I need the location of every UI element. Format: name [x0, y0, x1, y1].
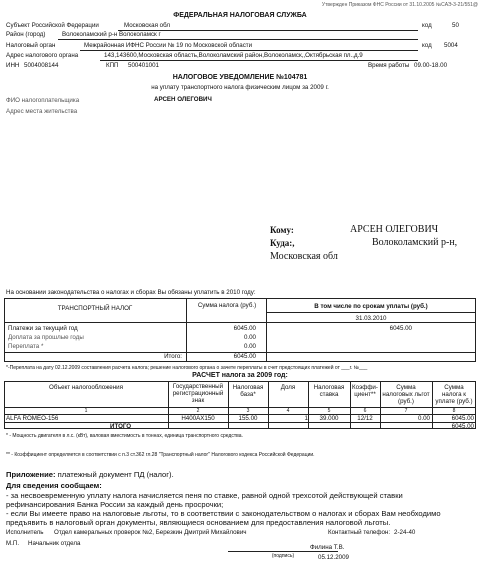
col-num: 1: [84, 408, 88, 414]
approval-note: Утвержден Приказом ФНС России от 31.10.2005 №САЭ-3-21/551@: [321, 2, 478, 8]
kpp-label: КПП: [106, 62, 119, 69]
underline: [80, 50, 418, 51]
inn-value: 5004008144: [24, 62, 59, 69]
notice-subtitle: на уплату транспортного налога физическим лицом за 2009 г.: [151, 84, 329, 91]
subject-label: Субъект Российской Федерации: [6, 22, 99, 29]
basis-text: На основании законодательства о налогах и сборах Вы обязаны уплатить в 2010 году:: [6, 289, 256, 296]
taxpayer-address-label: Адрес места жительства: [6, 108, 78, 115]
executor-label: Исполнитель: [6, 529, 44, 536]
info-line: рефинансирования Банка России за каждый день просрочки;: [6, 500, 224, 509]
district-value: Волоколамский р-н Волоколамск г: [62, 31, 161, 38]
executor-value: Отдел камеральных проверок №2, Березкин Дмитрий Михайлович: [54, 529, 247, 536]
calc-plate: Н400АХ150: [181, 415, 215, 422]
divider: [4, 422, 476, 423]
where-label: Куда:,: [270, 238, 295, 248]
calc-rate: 39.000: [319, 415, 339, 422]
calc-header-rate: Налоговая ставка: [313, 384, 345, 398]
info-title: Для сведения сообщаем:: [6, 481, 102, 490]
col-sum-header: Сумма налога (руб.): [197, 302, 257, 309]
hours-label: Время работы: [368, 62, 410, 69]
calc-header-plate: Государственный регистрационный знак: [172, 383, 224, 404]
calc-header-share: Доля: [280, 384, 296, 391]
signature-line: [228, 551, 338, 552]
hours-value: 09.00-18.00: [414, 62, 448, 69]
row-prior-sum: 0.00: [243, 334, 256, 341]
notice-title: НАЛОГОВОЕ УВЕДОМЛЕНИЕ №104781: [172, 74, 308, 81]
calc-coef: 12/12: [357, 415, 373, 422]
stamp-place: М.П.: [6, 540, 20, 547]
code-label: код: [422, 22, 432, 29]
signer-position: Начальник отдела: [28, 540, 81, 547]
calc-header-amount: Сумма налога к уплате (руб.): [435, 384, 473, 405]
info-line: предъявить в налоговый орган документы, являющиеся основанием для предоставления налоговой льготы.: [6, 518, 391, 527]
subject-code: 50: [452, 22, 459, 29]
col-num: 7: [404, 408, 408, 414]
calc-base: 155.00: [238, 415, 258, 422]
organ-label: Налоговый орган: [6, 42, 56, 49]
row-current-label: Платежи за текущий год: [8, 325, 78, 332]
where-value: Волоколамский р-н,: [372, 237, 458, 248]
address-label: Адрес налогового органа: [6, 52, 79, 59]
overpay-note: *-Переплата на дату 02.12.2009 составления расчета налога; решение налогового органа о зачете переплаты в счет предстоящих платежей от ___г. №___: [6, 365, 368, 371]
address-value: 143,143600,Московская область,Волоколамский район,Волоколамск,,Октябрьская пл.,д.9: [104, 52, 363, 59]
underline: [100, 60, 418, 61]
phone-value: 2-24-40: [394, 529, 416, 536]
col-tax-header: ТРАНСПОРТНЫЙ НАЛОГ: [57, 305, 133, 312]
row-current-term: 6045.00: [389, 325, 412, 332]
taxpayer-name-value: АРСЕН ОЛЕГОВИЧ: [154, 96, 212, 103]
signer-name: Филина Т.В.: [310, 544, 345, 551]
to-label: Кому:: [270, 225, 294, 235]
underline: [118, 30, 418, 31]
col-num: 6: [363, 408, 367, 414]
divider: [266, 312, 476, 313]
term-date: 31.03.2010: [355, 315, 387, 322]
service-title: ФЕДЕРАЛЬНАЯ НАЛОГОВАЯ СЛУЖБА: [173, 12, 307, 19]
info-line: - если Вы имеете право на налоговые льготы, то в соответствии с законодательством о налогах и сборах Вам необходимо: [6, 509, 441, 518]
calc-header-coef: Коэффи-циент**: [352, 384, 378, 398]
taxpayer-name-label: ФИО налогоплательщика: [6, 97, 80, 104]
phone-label: Контактный телефон:: [328, 529, 391, 536]
attachment-label: Приложение:: [6, 470, 56, 479]
calc-share: 1: [304, 415, 308, 422]
calc-title: РАСЧЕТ налога за 2009 год:: [192, 372, 288, 379]
col-num: 4: [286, 408, 290, 414]
calc-total-value: 6045.00: [451, 423, 474, 430]
calc-header-benefits: Сумма налоговых льгот (руб.): [382, 384, 430, 405]
to-value: АРСЕН ОЛЕГОВИЧ: [350, 224, 439, 235]
col-num: 2: [196, 408, 200, 414]
district-label: Район (город): [6, 31, 46, 38]
row-overpay-sum: 0.00: [243, 343, 256, 350]
underline: [58, 39, 418, 40]
calc-header-base: Налоговая база*: [232, 384, 264, 398]
row-prior-label: Доплата за прошлые годы: [8, 334, 84, 341]
col-num: 8: [452, 408, 456, 414]
footnote-coef: ** - Коэффициент определяется в соответствии с п.3 ст.362 гл.28 "Транспортный налог" Налогового кодекса Российской Федерации.: [6, 452, 315, 458]
inn-label: ИНН: [6, 62, 20, 69]
info-line: - за несвоевременную уплату налога начисляется пеня по ставке, равной одной трехсотой действующей ставки: [6, 491, 403, 500]
divider: [4, 322, 476, 323]
calc-benefits: 0.00: [417, 415, 430, 422]
footnote-power: * - Мощность двигателя в л.с. (кВт), валовая вместимость в тоннах, единица транспортного средства.: [6, 433, 243, 439]
signature-date: 05.12.2009: [318, 554, 349, 561]
total-value: 6045.00: [233, 353, 256, 360]
subject-value: Московская обл: [124, 22, 170, 29]
kpp-value: 500401001: [128, 62, 159, 69]
row-current-sum: 6045.00: [233, 325, 256, 332]
attachment: [6, 470, 174, 479]
code-label: код: [422, 42, 432, 49]
attachment-text: платежный документ ПД (налог).: [55, 470, 174, 479]
organ-value: Межрайонная ИФНС России № 19 по Московской области: [84, 42, 253, 49]
calc-object: ALFA ROMEO-156: [6, 415, 59, 422]
col-num: 3: [246, 408, 250, 414]
recipient-region: Московская обл: [270, 251, 338, 262]
col-terms-header: В том числе по срокам уплаты (руб.): [314, 303, 428, 310]
calc-header-object: Объект налогообложения: [49, 384, 123, 391]
signature-caption: (подпись): [271, 553, 295, 559]
calc-amount: 6045.00: [451, 415, 474, 422]
row-overpay-label: Переплата *: [8, 343, 44, 350]
total-label: Итого:: [164, 353, 182, 360]
col-num: 5: [327, 408, 331, 414]
organ-code: 5004: [444, 42, 458, 49]
calc-total-label: ИТОГО: [110, 423, 132, 430]
